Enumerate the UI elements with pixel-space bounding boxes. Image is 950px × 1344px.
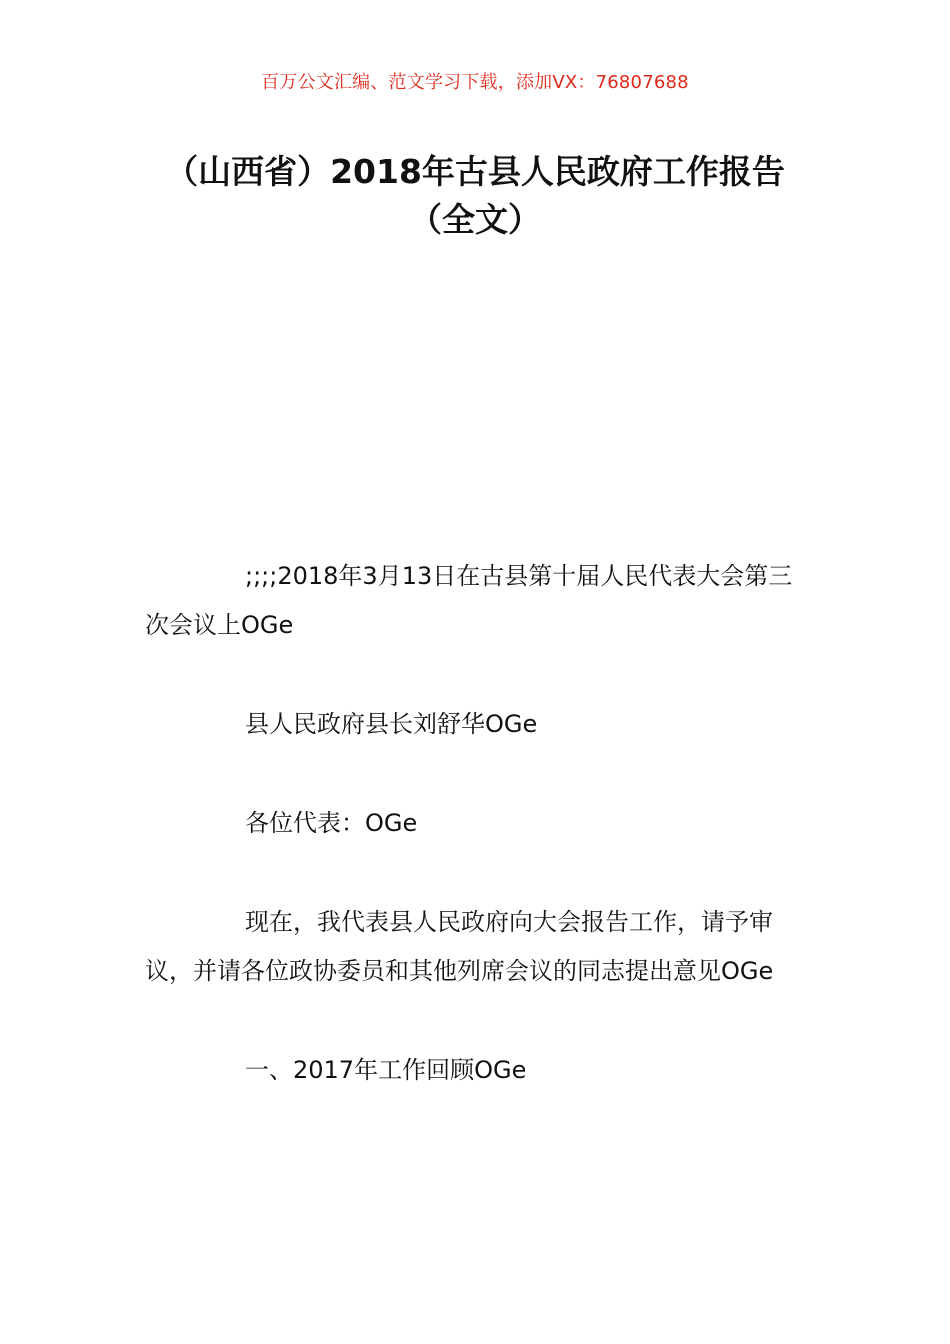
- paragraph-speaker: 县人民政府县长刘舒华OGe: [245, 710, 538, 738]
- document-title-line-1: （山西省）2018年古县人民政府工作报告: [165, 152, 785, 191]
- document-title: [120, 148, 830, 244]
- document-title-line-2: （全文）: [409, 200, 541, 239]
- paragraph-meeting-info: ;;;;2018年3月13日在古县第十届人民代表大会第三次会议上OGe: [145, 562, 793, 639]
- paragraph-introduction: 现在，我代表县人民政府向大会报告工作，请予审议，并请各位政协委员和其他列席会议的同志提出意见OGe: [145, 908, 774, 985]
- header-promo-note: 百万公文汇编、范文学习下载，添加VX：76807688: [261, 72, 689, 93]
- paragraph-salutation: 各位代表：OGe: [245, 809, 418, 837]
- section-heading-review: 一、2017年工作回顾OGe: [245, 1056, 527, 1084]
- document-body: [145, 552, 810, 1145]
